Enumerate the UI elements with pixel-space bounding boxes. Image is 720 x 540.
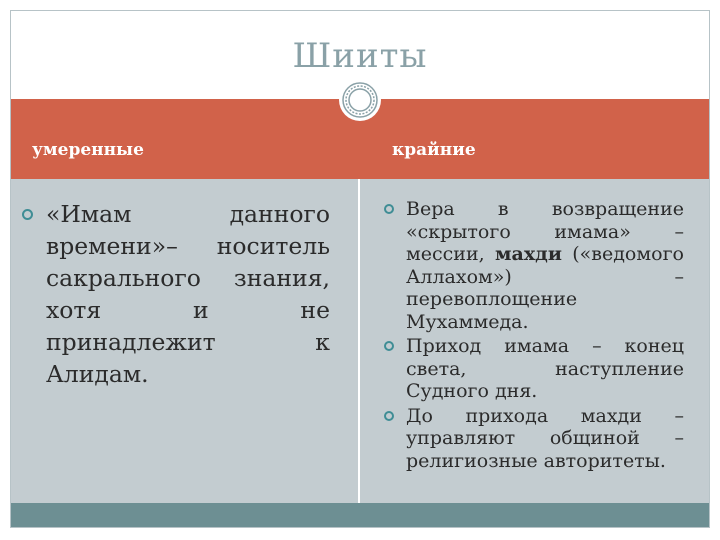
list-item-bold-term: махди bbox=[495, 243, 562, 265]
list-item bbox=[22, 198, 330, 390]
list-item bbox=[384, 198, 684, 333]
bullet-ring-icon bbox=[384, 411, 394, 421]
list-item-text: До прихода махди – управляют общиной – религиозные авторитеты. bbox=[406, 404, 684, 472]
list-item bbox=[384, 335, 684, 403]
bullet-ring-icon bbox=[384, 341, 394, 351]
slide-title: Шииты bbox=[292, 36, 428, 76]
column-divider bbox=[358, 179, 360, 503]
bullet-ring-icon bbox=[22, 209, 33, 220]
list-item-text: Вера в возвращение «скрытого имама» – мессии, bbox=[406, 198, 684, 265]
column-heading-extreme: крайние bbox=[392, 140, 476, 160]
moderate-list bbox=[22, 198, 330, 390]
column-heading-moderate: умеренные bbox=[32, 140, 144, 160]
list-item-text: «Имам данного времени»– носитель сакрального знания, хотя и не принадлежит к Алидам. bbox=[46, 200, 330, 388]
footer-bar bbox=[11, 503, 709, 527]
list-item-text: («ведомого Аллахом») – перевоплощение Мухаммеда. bbox=[406, 243, 684, 333]
extreme-list bbox=[384, 198, 684, 474]
circle-ornament-icon bbox=[338, 78, 382, 122]
list-item-text: Приход имама – конец света, наступление Судного дня. bbox=[406, 335, 684, 402]
bullet-ring-icon bbox=[384, 204, 394, 214]
list-item bbox=[384, 405, 684, 473]
